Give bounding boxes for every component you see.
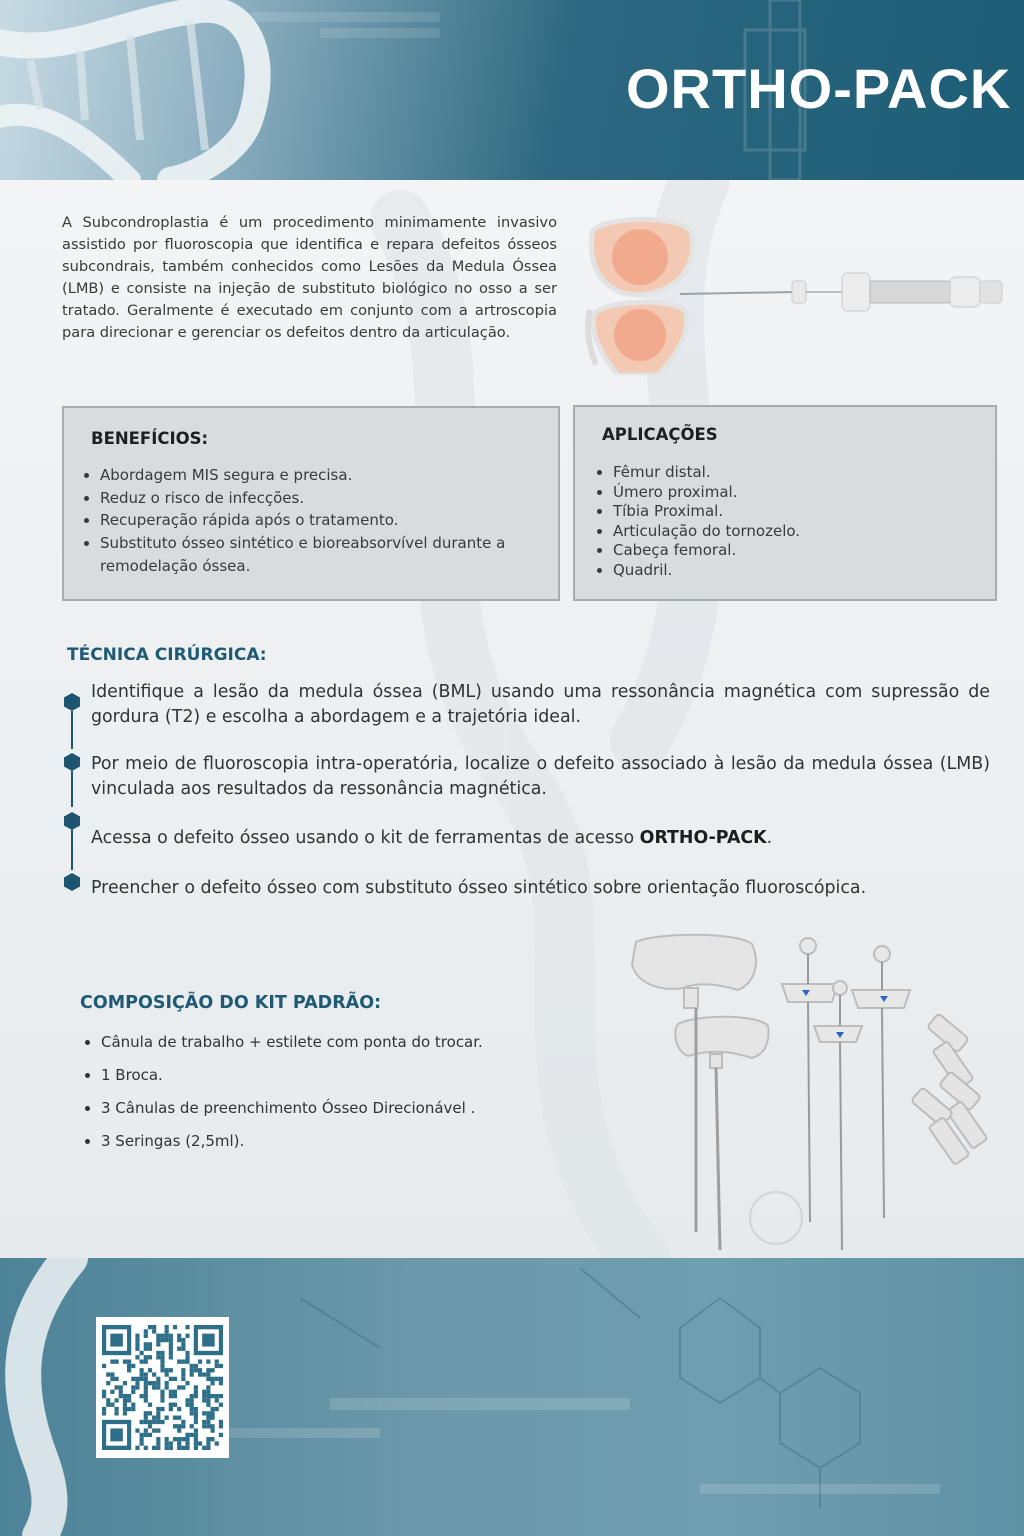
- knee-joint-illustration-icon: [580, 215, 1020, 375]
- list-item: • Quadril.: [613, 561, 800, 581]
- benefits-list: [80, 464, 544, 578]
- timeline-line: [71, 711, 73, 749]
- list-item: • Recuperação rápida após o tratamento.: [100, 509, 544, 532]
- list-item: • Articulação do tornozelo.: [613, 522, 800, 542]
- list-item: • 3 Seringas (2,5ml).: [101, 1129, 483, 1162]
- timeline-line: [71, 830, 73, 870]
- kit-list: [80, 1030, 483, 1162]
- technique-step: Por meio de fluoroscopia intra-operatória, localize o defeito associado à lesão da medula óssea (LMB) vinculada aos resultados da ressonância magnética.: [91, 754, 990, 799]
- list-item: • Cânula de trabalho + estilete com ponta do trocar.: [101, 1030, 483, 1063]
- kit-title: COMPOSIÇÃO DO KIT PADRÃO:: [80, 993, 382, 1013]
- list-item: • 3 Cânulas de preenchimento Ósseo Direcionável .: [101, 1096, 483, 1129]
- technique-step-brand: ORTHO-PACK: [639, 828, 767, 848]
- qr-code-icon: [102, 1325, 223, 1450]
- applications-box: [573, 405, 997, 601]
- list-item: • Úmero proximal.: [613, 483, 800, 503]
- technique-step: Preencher o defeito ósseo com substituto ósseo sintético sobre orientação fluoroscópica.: [91, 878, 867, 898]
- technique-step-end: .: [766, 828, 773, 848]
- technique-step: [91, 826, 990, 851]
- timeline-line: [71, 771, 73, 807]
- list-item: • 1 Broca.: [101, 1063, 483, 1096]
- intro-paragraph: A Subcondroplastia é um procedimento minimamente invasivo assistido por fluoroscopia que identifica e repara defeitos ósseos subcondrais, também conhecidos como Lesões da Medula Óssea (LMB) e consiste na injeção de substituto biológico no osso a ser tratado. Geralmente é executado em conjunto com a artroscopia para direcionar e gerenciar os defeitos dentro da articulação.: [62, 214, 557, 341]
- list-item: • Fêmur distal.: [613, 463, 800, 483]
- surgical-kit-photo-icon: [628, 932, 1004, 1258]
- benefits-title: BENEFÍCIOS:: [91, 429, 209, 448]
- page-title: ORTHO-PACK: [626, 57, 1012, 120]
- header-stripe: [320, 28, 440, 38]
- qr-code[interactable]: [96, 1317, 229, 1458]
- list-item: • Substituto ósseo sintético e bioreabsorvível durante a remodelação óssea.: [100, 532, 544, 577]
- list-item: • Tíbia Proximal.: [613, 502, 800, 522]
- list-item: • Reduz o risco de infecções.: [100, 487, 544, 510]
- applications-title: APLICAÇÕES: [602, 425, 718, 444]
- header-banner: [0, 0, 1024, 180]
- technique-step-text: Acessa o defeito ósseo usando o kit de ferramentas de acesso: [91, 828, 640, 848]
- technique-title: TÉCNICA CIRÚRGICA:: [67, 645, 267, 665]
- applications-list: [593, 463, 800, 581]
- technique-step: Identifique a lesão da medula óssea (BML) usando uma ressonância magnética com supressão de gordura (T2) e escolha a abordagem e a trajetória ideal.: [91, 682, 990, 727]
- header-stripe: [250, 12, 440, 22]
- benefits-box: [62, 406, 560, 601]
- list-item: • Cabeça femoral.: [613, 541, 800, 561]
- list-item: • Abordagem MIS segura e precisa.: [100, 464, 544, 487]
